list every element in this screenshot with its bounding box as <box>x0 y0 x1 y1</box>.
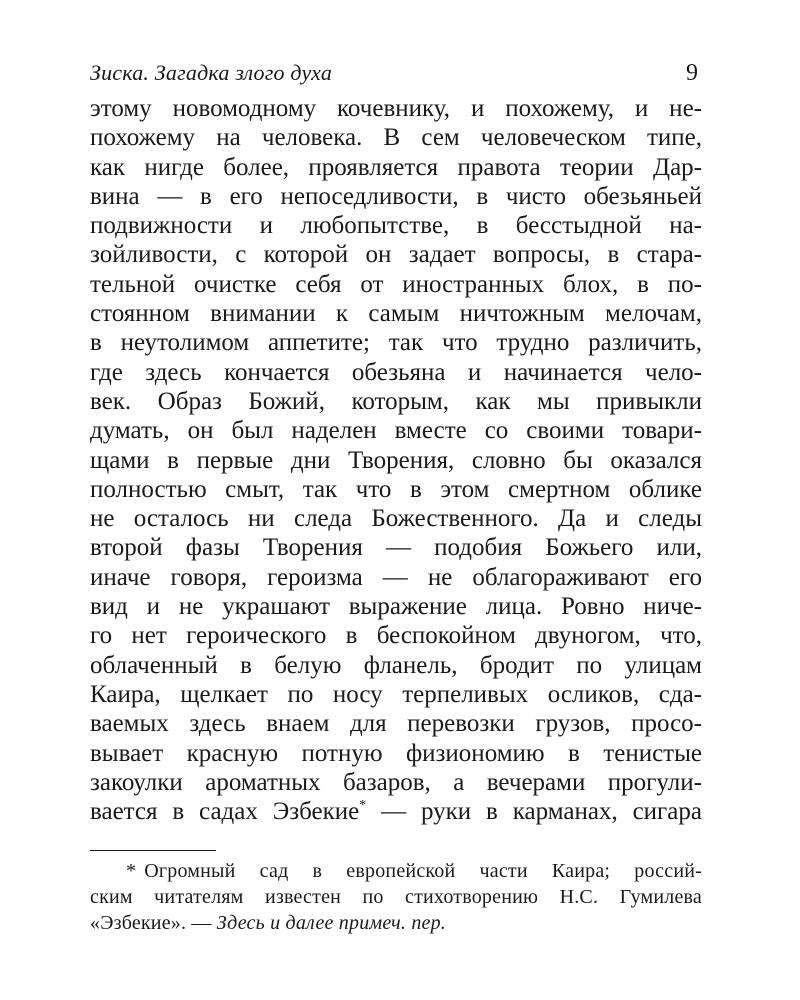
page-number: 9 <box>686 60 698 86</box>
text-line: второй фазы Творения — подобия Божьего или, <box>90 534 702 562</box>
text-fragment: — руки в карманах, сигара <box>366 798 702 826</box>
text-line: щами в первые дни Творения, словно бы оказался <box>90 446 702 474</box>
footnote-text: Огромный сад в европейской части Каира; россий- <box>144 860 702 882</box>
text-line: вид и не украшают выражение лица. Ровно ниче- <box>90 593 702 621</box>
footnote <box>90 858 702 936</box>
text-fragment: вается в садах Эзбекие <box>90 798 360 826</box>
text-line: иначе говоря, героизма — не облагораживают его <box>90 563 702 591</box>
text-line: ваемых здесь внаем для перевозки грузов, просо- <box>90 710 702 738</box>
text-line: где здесь кончается обезьяна и начинается чело- <box>90 358 702 386</box>
text-line: полностью смыт, так что в этом смертном облике <box>90 475 702 503</box>
text-line: облаченный в белую фланель, бродит по улицам <box>90 651 702 679</box>
text-line: зойливости, с которой он задает вопросы, в стара- <box>90 241 702 269</box>
book-page <box>90 60 702 826</box>
footnote-marker: * <box>359 798 367 814</box>
running-title: Зиска. Загадка злого духа <box>90 60 333 85</box>
text-line: век. Образ Божий, которым, как мы привыкли <box>90 387 702 415</box>
text-line: думать, он был наделен вместе со своими товари- <box>90 417 702 445</box>
footnote-translator-note: Здесь и далее примеч. пер. <box>216 912 447 934</box>
text-line: не осталось ни следа Божественного. Да и следы <box>90 505 702 533</box>
text-line: подвижности и любопытстве, в бесстыдной на- <box>90 212 702 240</box>
body-text <box>90 94 702 826</box>
footnote-line <box>90 910 702 936</box>
running-head <box>90 60 702 94</box>
text-line: го нет героического в беспокойном двуногом, что, <box>90 622 702 650</box>
text-line: тельной очистке себя от иностранных блох, в по- <box>90 270 702 298</box>
text-line: вина — в его непоседливости, в чисто обезьяньей <box>90 182 702 210</box>
text-line-last <box>90 797 702 826</box>
footnote-line <box>90 858 702 884</box>
footnote-text: «Эзбекие». — <box>90 912 217 934</box>
footnote-star: * <box>126 860 137 882</box>
text-line: стоянном внимании к самым ничтожным мелочам, <box>90 300 702 328</box>
footnote-divider <box>90 850 216 851</box>
text-line: в неутолимом аппетите; так что трудно различить, <box>90 329 702 357</box>
footnote-line: ским читателям известен по стихотворению Н.С. Гумилева <box>90 886 702 908</box>
text-line: закоулки ароматных базаров, а вечерами прогули- <box>90 768 702 796</box>
text-line: как нигде более, проявляется правота теории Дар- <box>90 153 702 181</box>
text-line: вывает красную потную физиономию в тенистые <box>90 739 702 767</box>
text-line: похожему на человека. В сем человеческом типе, <box>90 124 702 152</box>
text-line: Каира, щелкает по носу терпеливых осликов, сда- <box>90 680 702 708</box>
text-line: этому новомодному кочевнику, и похожему, и не- <box>90 95 702 122</box>
